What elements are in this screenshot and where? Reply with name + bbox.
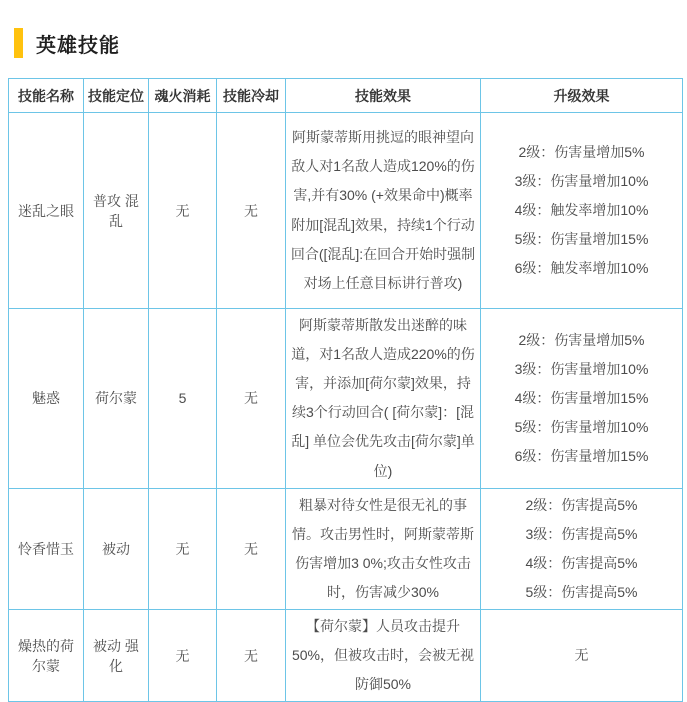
table-row <box>9 488 683 609</box>
soulfire-cost-cell: 无 <box>149 610 217 702</box>
skill-position-cell: 被动 强化 <box>84 610 149 702</box>
skill-position-cell: 普攻 混乱 <box>84 113 149 309</box>
cooldown-cell: 无 <box>217 610 286 702</box>
hero-skills-table <box>8 78 683 702</box>
skill-effect-cell: 阿斯蒙蒂斯用挑逗的眼神望向敌人对1名敌人造成120%的伤害,并有30% (+效果命中)概率附加[混乱]效果，持续1个行动回合([混乱]:在回合开始时强制对场上任意目标讲行普攻) <box>286 113 481 309</box>
cooldown-cell: 无 <box>217 309 286 489</box>
upgrade-effect-cell <box>481 309 683 489</box>
skill-name-cell: 燥热的荷尔蒙 <box>9 610 84 702</box>
header-skill-effect: 技能效果 <box>286 79 481 113</box>
table-row <box>9 610 683 702</box>
upgrade-line: 无 <box>574 647 589 664</box>
upgrade-line: 3级：伤害量增加10% <box>514 360 649 377</box>
upgrade-line: 5级：伤害量增加10% <box>514 418 649 435</box>
cooldown-cell: 无 <box>217 488 286 609</box>
upgrade-line: 6级：伤害量增加15% <box>514 447 649 464</box>
soulfire-cost-cell: 无 <box>149 113 217 309</box>
upgrade-effect-cell <box>481 610 683 702</box>
skill-name-cell: 怜香惜玉 <box>9 488 84 609</box>
skill-effect-cell: 阿斯蒙蒂斯散发出迷醉的味道，对1名敌人造成220%的伤害，并添加[荷尔蒙]效果，持续3个行动回合( [荷尔蒙]：[混乱] 单位会优先攻击[荷尔蒙]单位) <box>286 309 481 489</box>
skill-effect-cell: 粗暴对待女性是很无礼的事情。攻击男性时，阿斯蒙蒂斯伤害增加3 0%;攻击女性攻击时，伤害减少30% <box>286 488 481 609</box>
skill-effect-cell: 【荷尔蒙】人员攻击提升50%，但被攻击时，会被无视防御50% <box>286 610 481 702</box>
skill-position-cell: 荷尔蒙 <box>84 309 149 489</box>
upgrade-line: 2级：伤害提高5% <box>525 496 638 513</box>
upgrade-line: 2级：伤害量增加5% <box>518 143 645 160</box>
upgrade-line: 4级：伤害量增加15% <box>514 389 649 406</box>
upgrade-line: 3级：伤害量增加10% <box>514 172 649 189</box>
header-skill-position: 技能定位 <box>84 79 149 113</box>
upgrade-line: 5级：伤害量增加15% <box>514 231 649 248</box>
upgrade-line: 2级：伤害量增加5% <box>518 331 645 348</box>
upgrade-line: 6级：触发率增加10% <box>514 260 649 277</box>
accent-bar <box>14 28 23 58</box>
header-soulfire-cost: 魂火消耗 <box>149 79 217 113</box>
header-cooldown: 技能冷却 <box>217 79 286 113</box>
cooldown-cell: 无 <box>217 113 286 309</box>
skill-position-cell: 被动 <box>84 488 149 609</box>
soulfire-cost-cell: 无 <box>149 488 217 609</box>
soulfire-cost-cell: 5 <box>149 309 217 489</box>
upgrade-line: 4级：触发率增加10% <box>514 201 649 218</box>
page-title: 英雄技能 <box>36 34 120 57</box>
skill-name-cell: 迷乱之眼 <box>9 113 84 309</box>
header-upgrade-effect: 升级效果 <box>481 79 683 113</box>
table-row <box>9 113 683 309</box>
table-row <box>9 309 683 489</box>
upgrade-effect-cell <box>481 113 683 309</box>
skill-name-cell: 魅惑 <box>9 309 84 489</box>
upgrade-line: 4级：伤害提高5% <box>525 554 638 571</box>
header-skill-name: 技能名称 <box>9 79 84 113</box>
section-header <box>0 0 687 60</box>
table-header-row <box>9 79 683 113</box>
upgrade-line: 5级：伤害提高5% <box>525 583 638 600</box>
upgrade-effect-cell <box>481 488 683 609</box>
upgrade-line: 3级：伤害提高5% <box>525 525 638 542</box>
